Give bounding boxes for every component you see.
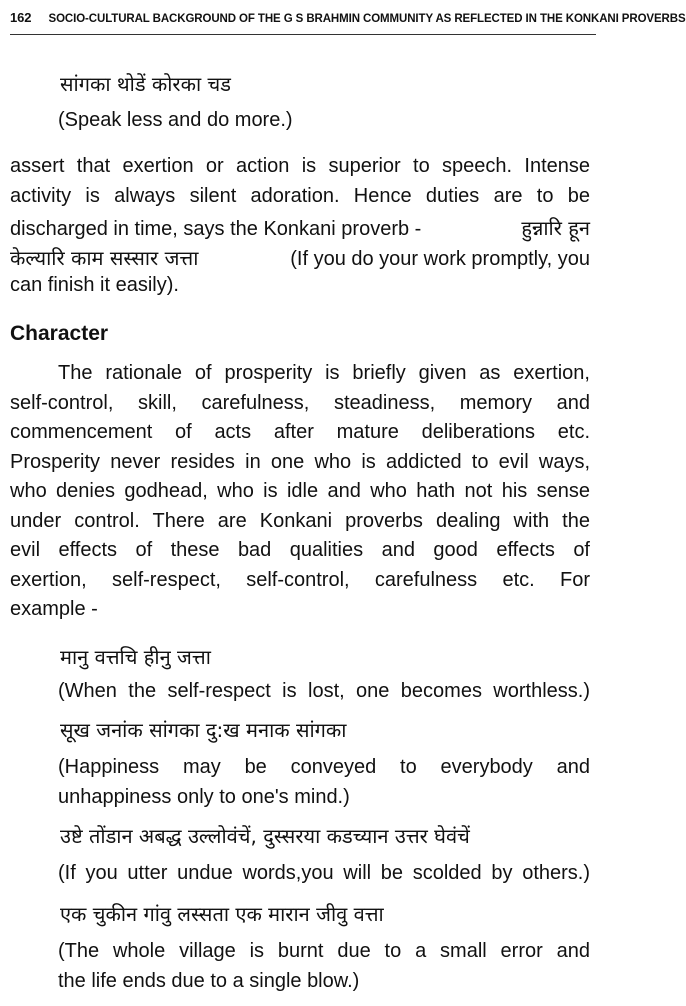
proverb-translation: (Speak less and do more.) — [58, 109, 293, 131]
inline-proverb-part2: केल्यारि काम सस्सार जत्ता — [10, 246, 199, 270]
proverb-devanagari: सूख जनांक सांगका दु:ख मनाक सांगका — [60, 718, 347, 742]
para1-line-4 — [10, 244, 590, 271]
para2-line-7: evil effects of these bad qualities and good effects of — [10, 539, 590, 561]
para1-line-1: assert that exertion or action is superior to speech. Intense — [10, 155, 590, 177]
section-heading: Character — [10, 322, 109, 345]
proverb-devanagari: सांगका थोडें कोरका चड — [60, 72, 231, 96]
page-number: 162 — [10, 10, 32, 25]
proverb-devanagari: मानु वत्तचि हीनु जत्ता — [60, 645, 211, 669]
proverb-translation: (The whole village is burnt due to a small error and — [58, 940, 590, 962]
para2-line-2: self-control, skill, carefulness, steadiness, memory and — [10, 392, 590, 414]
para2-line-1: The rationale of prosperity is briefly given as exertion, — [58, 362, 590, 384]
para1-line-4-text: (If you do your work promptly, you — [290, 248, 590, 270]
running-title: SOCIO-CULTURAL BACKGROUND OF THE G S BRAHMIN COMMUNITY AS REFLECTED IN THE KONKANI PROVERBS — [48, 13, 686, 25]
running-header — [10, 10, 686, 25]
proverb-devanagari: उष्टे तोंडान अबद्ध उल्लोवंचें, दुस्सरया कडच्यान उत्तर घेवंचें — [60, 824, 470, 848]
para2-line-5: who denies godhead, who is idle and who hath not his sense — [10, 480, 590, 502]
para1-line-2: activity is always silent adoration. Hence duties are to be — [10, 185, 590, 207]
para2-line-4: Prosperity never resides in one who is addicted to evil ways, — [10, 451, 590, 473]
proverb-translation: (Happiness may be conveyed to everybody and — [58, 756, 590, 778]
para1-line-3 — [10, 214, 590, 241]
para2-line-8: exertion, self-respect, self-control, carefulness etc. For — [10, 569, 590, 591]
para2-line-6: under control. There are Konkani proverbs dealing with the — [10, 510, 590, 532]
para2-line-3: commencement of acts after mature deliberations etc. — [10, 421, 590, 443]
para1-line-3-text: discharged in time, says the Konkani proverb - — [10, 218, 422, 240]
proverb-translation: the life ends due to a single blow.) — [58, 970, 360, 992]
inline-proverb-part1: हुन्नारि हून — [521, 216, 590, 240]
para2-line-9: example - — [10, 598, 98, 620]
proverb-translation: (If you utter undue words,you will be scolded by others.) — [58, 862, 590, 884]
proverb-translation: (When the self-respect is lost, one becomes worthless.) — [58, 680, 590, 702]
proverb-translation: unhappiness only to one's mind.) — [58, 786, 350, 808]
header-rule — [10, 34, 596, 35]
proverb-devanagari: एक चुकीन गांवु लस्सता एक मारान जीवु वत्ता — [60, 902, 384, 926]
para1-line-5: can finish it easily). — [10, 274, 179, 296]
